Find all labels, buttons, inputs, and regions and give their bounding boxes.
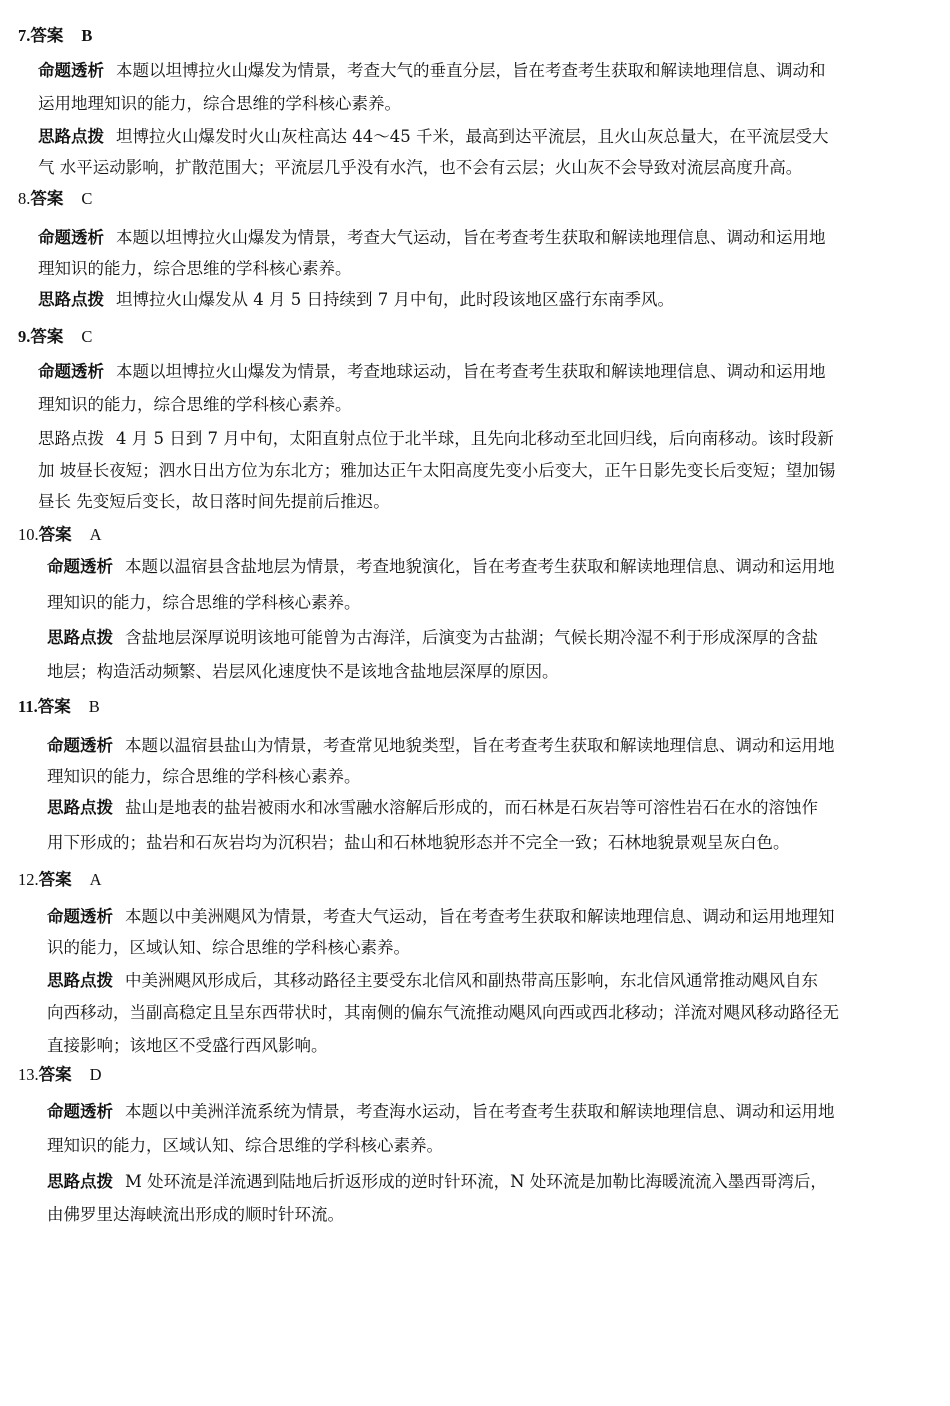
- answer-value: D: [89, 1065, 102, 1084]
- item-13-hint-line-2: [47, 1204, 344, 1226]
- item-9-analysis-line-1: [38, 361, 826, 383]
- answer-label: 答案: [38, 1065, 72, 1084]
- item-10-hint-line-1: [47, 627, 818, 649]
- analysis-text: 理知识的能力，综合思维的学科核心素养。: [47, 767, 361, 786]
- item-11-header: [18, 696, 100, 718]
- item-number: 13.: [18, 1065, 39, 1084]
- analysis-label: 命题透析: [38, 61, 104, 80]
- hint-text: 直接影响；该地区不受盛行西风影响。: [47, 1036, 328, 1055]
- item-7-hint-line-1: [38, 126, 828, 148]
- item-13-hint-line-1: [47, 1171, 827, 1193]
- analysis-text: 理知识的能力，综合思维的学科核心素养。: [38, 395, 352, 414]
- hint-label: 思路点拨: [38, 127, 104, 146]
- answer-value: B: [88, 697, 100, 716]
- item-10-analysis-line-1: [47, 556, 835, 578]
- item-12-analysis-line-2: [47, 937, 410, 959]
- hint-text: 中美洲飓风形成后，其移动路径主要受东北信风和副热带高压影响，东北信风通常推动飓风自东: [125, 971, 818, 990]
- answer-value: B: [81, 26, 93, 45]
- item-9-header: [18, 326, 92, 348]
- item-number: 9.: [18, 327, 31, 346]
- item-12-header: [18, 869, 102, 891]
- analysis-text: 本题以坦博拉火山爆发为情景，考查地球运动，旨在考查考生获取和解读地理信息、调动和运用地: [116, 362, 826, 381]
- hint-text: 4 月 5 日到 7 月中旬，太阳直射点位于北半球，且先向北移动至北回归线，后向南移动。该时段新: [116, 429, 834, 448]
- analysis-text: 识的能力，区域认知、综合思维的学科核心素养。: [47, 938, 410, 957]
- hint-label: 思路点拨: [47, 1172, 113, 1191]
- analysis-label: 命题透析: [47, 907, 113, 926]
- item-9-hint-line-1: [38, 428, 834, 450]
- answer-value: C: [81, 327, 93, 346]
- analysis-label: 命题透析: [47, 736, 113, 755]
- analysis-text: 本题以中美洲飓风为情景，考查大气运动，旨在考查考生获取和解读地理信息、调动和运用地理知: [125, 907, 835, 926]
- answer-value: A: [89, 525, 102, 544]
- item-7-analysis-line-1: [38, 60, 826, 82]
- hint-label: 思路点拨: [47, 628, 113, 647]
- analysis-label: 命题透析: [47, 557, 113, 576]
- answer-label: 答案: [37, 697, 71, 716]
- answer-label: 答案: [38, 870, 72, 889]
- item-7-hint-line-2: [38, 157, 802, 179]
- hint-text: 盐山是地表的盐岩被雨水和冰雪融水溶解后形成的，而石林是石灰岩等可溶性岩石在水的溶蚀作: [125, 798, 818, 817]
- analysis-text: 本题以中美洲洋流系统为情景，考查海水运动，旨在考查考生获取和解读地理信息、调动和运用地: [125, 1102, 835, 1121]
- item-number: 11.: [18, 697, 38, 716]
- item-10-header: [18, 524, 102, 546]
- analysis-text: 本题以温宿县含盐地层为情景，考查地貌演化，旨在考查考生获取和解读地理信息、调动和运用地: [125, 557, 835, 576]
- hint-text: 向西移动，当副高稳定且呈东西带状时，其南侧的偏东气流推动飓风向西或西北移动；洋流对飓风移动路径无: [47, 1003, 839, 1022]
- hint-text: 加 坡昼长夜短；泗水日出方位为东北方；雅加达正午太阳高度先变小后变大，正午日影先变长后变短；望加锡: [38, 461, 836, 480]
- answer-label: 答案: [30, 26, 64, 45]
- analysis-text: 理知识的能力，综合思维的学科核心素养。: [38, 259, 352, 278]
- item-13-analysis-line-1: [47, 1101, 835, 1123]
- item-11-hint-line-1: [47, 797, 818, 819]
- item-11-hint-line-2: [47, 832, 790, 854]
- hint-text: 坦博拉火山爆发时火山灰柱高达 44～45 千米，最高到达平流层，且火山灰总量大，在平流层受大: [116, 127, 829, 146]
- hint-text: 含盐地层深厚说明该地可能曾为古海洋，后演变为古盐湖；气候长期冷湿不利于形成深厚的含盐: [125, 628, 818, 647]
- item-8-header: [18, 188, 92, 210]
- hint-text: 地层；构造活动频繁、岩层风化速度快不是该地含盐地层深厚的原因。: [47, 662, 559, 681]
- hint-text: 由佛罗里达海峡流出形成的顺时针环流。: [47, 1205, 344, 1224]
- analysis-text: 本题以坦博拉火山爆发为情景，考查大气运动，旨在考查考生获取和解读地理信息、调动和运用地: [116, 228, 826, 247]
- answer-label: 答案: [30, 327, 64, 346]
- item-12-analysis-line-1: [47, 906, 835, 928]
- analysis-label: 命题透析: [47, 1102, 113, 1121]
- analysis-text: 本题以温宿县盐山为情景，考查常见地貌类型，旨在考查考生获取和解读地理信息、调动和运用地: [125, 736, 835, 755]
- hint-text: 昼长 先变短后变长，故日落时间先提前后推迟。: [38, 492, 390, 511]
- item-number: 10.: [18, 525, 39, 544]
- analysis-label: 命题透析: [38, 228, 104, 247]
- hint-label: 思路点拨: [38, 290, 104, 309]
- item-9-hint-line-2: [38, 460, 835, 482]
- item-7-header: [18, 25, 92, 47]
- item-13-header: [18, 1064, 102, 1086]
- hint-label: 思路点拨: [47, 971, 113, 990]
- answer-value: A: [89, 870, 102, 889]
- hint-text: 用下形成的；盐岩和石灰岩均为沉积岩；盐山和石林地貌形态并不完全一致；石林地貌景观呈灰白色。: [47, 833, 790, 852]
- item-12-hint-line-1: [47, 970, 818, 992]
- answer-label: 答案: [30, 189, 64, 208]
- hint-text: 气 水平运动影响，扩散范围大；平流层几乎没有水汽，也不会有云层；火山灰不会导致对流层高度升高。: [38, 158, 803, 177]
- hint-text: M 处环流是洋流遇到陆地后折返形成的逆时针环流，N 处环流是加勒比海暖流流入墨西哥湾后，: [125, 1172, 827, 1191]
- item-9-hint-line-3: [38, 491, 390, 513]
- answer-label: 答案: [38, 525, 72, 544]
- item-number: 7.: [18, 26, 31, 45]
- hint-label: 思路点拨: [38, 429, 104, 448]
- item-11-analysis-line-1: [47, 735, 835, 757]
- item-7-analysis-line-2: [38, 93, 401, 115]
- item-number: 12.: [18, 870, 39, 889]
- item-8-analysis-line-1: [38, 227, 826, 249]
- item-8-hint-line-1: [38, 289, 674, 311]
- item-12-hint-line-3: [47, 1035, 328, 1057]
- item-11-analysis-line-2: [47, 766, 361, 788]
- analysis-label: 命题透析: [38, 362, 104, 381]
- item-number: 8.: [18, 189, 31, 208]
- analysis-text: 理知识的能力，区域认知、综合思维的学科核心素养。: [47, 1136, 443, 1155]
- answer-value: C: [81, 189, 93, 208]
- hint-text: 坦博拉火山爆发从 4 月 5 日持续到 7 月中旬，此时段该地区盛行东南季风。: [116, 290, 674, 309]
- hint-label: 思路点拨: [47, 798, 113, 817]
- analysis-text: 理知识的能力，综合思维的学科核心素养。: [47, 593, 361, 612]
- item-8-analysis-line-2: [38, 258, 352, 280]
- analysis-text: 运用地理知识的能力，综合思维的学科核心素养。: [38, 94, 401, 113]
- item-10-hint-line-2: [47, 661, 559, 683]
- item-9-analysis-line-2: [38, 394, 352, 416]
- item-13-analysis-line-2: [47, 1135, 443, 1157]
- item-10-analysis-line-2: [47, 592, 361, 614]
- analysis-text: 本题以坦博拉火山爆发为情景，考查大气的垂直分层，旨在考查考生获取和解读地理信息、调动和: [116, 61, 826, 80]
- item-12-hint-line-2: [47, 1002, 839, 1024]
